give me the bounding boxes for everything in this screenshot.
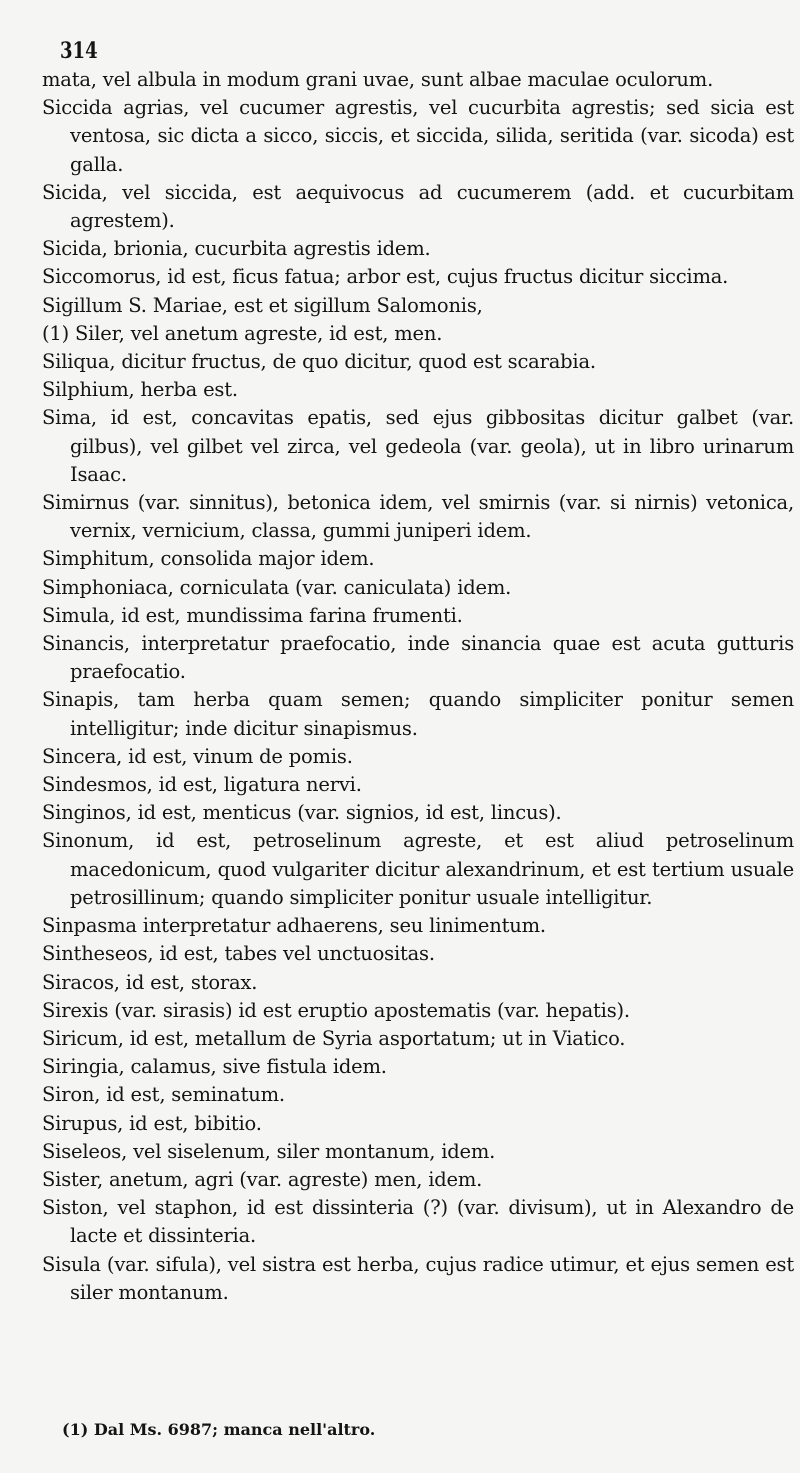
entry-simula: Simula, id est, mundissima farina frumenti. (42, 603, 463, 627)
entry-simirnus: Simirnus (var. sinnitus), betonica idem, vel smirnis (var. si nirnis) vetonica, vernix, vernicium, classa, gummi juniperi idem. (42, 491, 794, 543)
entry-sinpasma: Sinpasma interpretatur adhaerens, seu linimentum. (42, 914, 546, 938)
entry-sicida-brionia: Sicida, brionia, cucurbita agrestis idem. (42, 237, 431, 261)
entry-siler: (1) Siler, vel anetum agreste, id est, men. (42, 321, 443, 345)
entry-siccida-agrias: Siccida agrias, vel cucumer agrestis, vel cucurbita agrestis; sed sicia est ventosa, sic dicta a sicco, siccis, et siccida, silida, seritida (var. sicoda) est galla. (42, 96, 794, 176)
entry-sirupus: Sirupus, id est, bibitio. (42, 1111, 262, 1135)
entry-mata: mata, vel albula in modum grani uvae, sunt albae maculae oculorum. (42, 68, 714, 91)
entry-sirexis: Sirexis (var. sirasis) id est eruptio apostematis (var. hepatis). (42, 998, 630, 1022)
entry-siseleos: Siseleos, vel siselenum, siler montanum, idem. (42, 1139, 496, 1163)
footnote: (1) Dal Ms. 6987; manca nell'altro. (62, 1420, 376, 1439)
entry-siliqua: Siliqua, dicitur fructus, de quo dicitur, quod est scarabia. (42, 350, 596, 374)
entry-siracos: Siracos, id est, storax. (42, 970, 258, 994)
entry-sindesmos: Sindesmos, id est, ligatura nervi. (42, 773, 362, 797)
entry-sintheseos: Sintheseos, id est, tabes vel unctuositas. (42, 942, 435, 966)
entry-siringia: Siringia, calamus, sive fistula idem. (42, 1055, 387, 1079)
entry-simphitum: Simphitum, consolida major idem. (42, 547, 375, 571)
entry-sima: Sima, id est, concavitas epatis, sed ejus gibbositas dicitur galbet (var. gilbus), vel gilbet vel zirca, vel gedeola (var. geola), ut in libro urinarum Isaac. (42, 406, 794, 486)
entry-sinapis: Sinapis, tam herba quam semen; quando simpliciter ponitur semen intelligitur; inde dicitur sinapismus. (42, 688, 794, 740)
entry-simphoniaca: Simphoniaca, corniculata (var. caniculata) idem. (42, 575, 512, 599)
entry-silphium: Silphium, herba est. (42, 378, 238, 402)
glossary-text (42, 66, 794, 1307)
page-number: 314 (60, 38, 98, 64)
entry-sincera: Sincera, id est, vinum de pomis. (42, 744, 353, 768)
entry-singinos: Singinos, id est, menticus (var. signios, id est, lincus). (42, 801, 562, 825)
entry-sicida-aequivocus: Sicida, vel siccida, est aequivocus ad cucumerem (add. et cucurbitam agrestem). (42, 180, 794, 233)
entry-siccomorus: Siccomorus, id est, ficus fatua; arbor est, cujus fructus dicitur siccima. (42, 265, 729, 289)
entry-sinancis: Sinancis, interpretatur praefocatio, inde sinancia quae est acuta gutturis praefocatio. (42, 632, 794, 684)
entry-siricum: Siricum, id est, metallum de Syria asportatum; ut in Viatico. (42, 1026, 626, 1050)
entry-sinonum: Sinonum, id est, petroselinum agreste, et est aliud petroselinum macedonicum, quod vulgariter dicitur alexandrinum, et est tertium usuale petrosillinum; quando simpliciter ponitur usuale intelligitur. (42, 829, 794, 909)
entry-sisula: Sisula (var. sifula), vel sistra est herba, cujus radice utimur, et ejus semen est siler montanum. (42, 1252, 794, 1304)
entry-sister: Sister, anetum, agri (var. agreste) men, idem. (42, 1167, 483, 1191)
entry-sigillum: Sigillum S. Mariae, est et sigillum Salomonis, (42, 293, 483, 317)
entry-siston: Siston, vel staphon, id est dissinteria (?) (var. divisum), ut in Alexandro de lacte et dissinteria. (42, 1196, 794, 1248)
entry-siron: Siron, id est, seminatum. (42, 1083, 285, 1107)
